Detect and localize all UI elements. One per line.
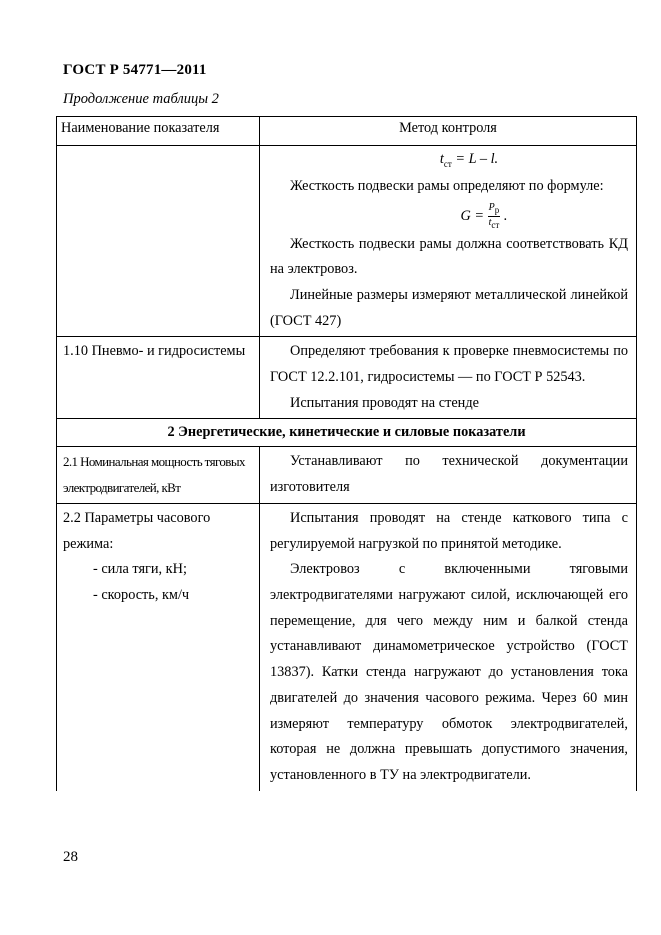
formula-g-lhs: G = bbox=[460, 207, 488, 224]
denominator-sub: ст bbox=[491, 219, 500, 230]
indicator-cell-empty bbox=[57, 146, 260, 337]
paragraph-stiffness-kd: Жесткость подвески рамы должна соответствовать КД на электровоз. bbox=[270, 235, 628, 278]
fraction-denominator bbox=[488, 217, 501, 231]
numerator-sub: р bbox=[494, 204, 500, 215]
method-cell-2-1 bbox=[260, 447, 637, 503]
indicator-2-2-speed: - скорость, км/ч bbox=[93, 587, 190, 603]
formula-lhs: t bbox=[439, 151, 444, 167]
indicator-cell-2-2 bbox=[57, 503, 260, 790]
method-cell-2-2 bbox=[260, 503, 637, 790]
indicator-2-2-traction: - сила тяги, кН; bbox=[93, 561, 187, 578]
indicator-cell-1-10: 1.10 Пневмо- и гидросистемы bbox=[57, 337, 260, 419]
column-header-method: Метод контроля bbox=[260, 117, 637, 146]
paragraph-stiffness-formula: Жесткость подвески рамы определяют по формуле: bbox=[290, 177, 604, 194]
page-number: 28 bbox=[63, 849, 78, 865]
section-heading-2: 2 Энергетические, кинетические и силовые показатели bbox=[57, 419, 637, 447]
formula-lhs-sub: ст bbox=[443, 158, 452, 169]
formula-stiffness bbox=[270, 200, 628, 232]
fraction-numerator bbox=[488, 202, 501, 217]
table-header-row bbox=[57, 117, 637, 146]
table-row-continuation bbox=[57, 146, 637, 337]
formula-tail: . bbox=[500, 207, 508, 224]
paragraph-linear-sizes: Линейные размеры измеряют металлической линейкой (ГОСТ 427) bbox=[270, 286, 628, 329]
indicator-2-2-title: 2.2 Параметры часового режима: bbox=[63, 509, 211, 552]
spec-table bbox=[56, 116, 637, 791]
document-code: ГОСТ Р 54771—2011 bbox=[63, 62, 207, 78]
numerator-letter: P bbox=[488, 201, 495, 213]
table-row-2-1 bbox=[57, 447, 637, 503]
formula-static-deflection bbox=[270, 150, 628, 174]
formula-fraction bbox=[488, 202, 501, 231]
indicator-cell-2-1: 2.1 Номинальная мощность тяговых электродвигателей, кВт bbox=[57, 447, 260, 503]
table-caption: Продолжение таблицы 2 bbox=[63, 91, 219, 107]
formula-rhs: = L – l. bbox=[451, 151, 499, 167]
section-row-2 bbox=[57, 419, 637, 447]
paragraph-2-1-method: Устанавливают по технической документации изготовителя bbox=[270, 453, 628, 496]
table-row-2-2 bbox=[57, 503, 637, 790]
method-cell-1-10 bbox=[260, 337, 637, 419]
column-header-indicator: Наименование показателя bbox=[57, 117, 260, 146]
paragraph-2-2-procedure: Электровоз с включенными тяговыми электродвигателями нагружают силой, исключающей его перемещение, для чего между ним и балкой стенда устанавливают динамометрическое устройство (ГОСТ 13837). Катки стенда нагружают до установления тока двигателей до значения часового режима. Через 60 мин измеряют температуру обмоток электродвигателей, которая не должна превышать допустимого значения, установленного в ТУ на электродвигатели. bbox=[270, 561, 628, 783]
table-row-1-10 bbox=[57, 337, 637, 419]
paragraph-pneumo-requirements: Определяют требования к проверке пневмосистемы по ГОСТ 12.2.101, гидросистемы — по ГОСТ Р 52543. bbox=[270, 343, 628, 386]
denominator-letter: t bbox=[488, 216, 492, 228]
method-cell-continuation bbox=[260, 146, 637, 337]
paragraph-2-2-stand: Испытания проводят на стенде каткового типа с регулируемой нагрузкой по принятой методике. bbox=[270, 509, 628, 552]
paragraph-stand-tests: Испытания проводят на стенде bbox=[290, 394, 479, 411]
